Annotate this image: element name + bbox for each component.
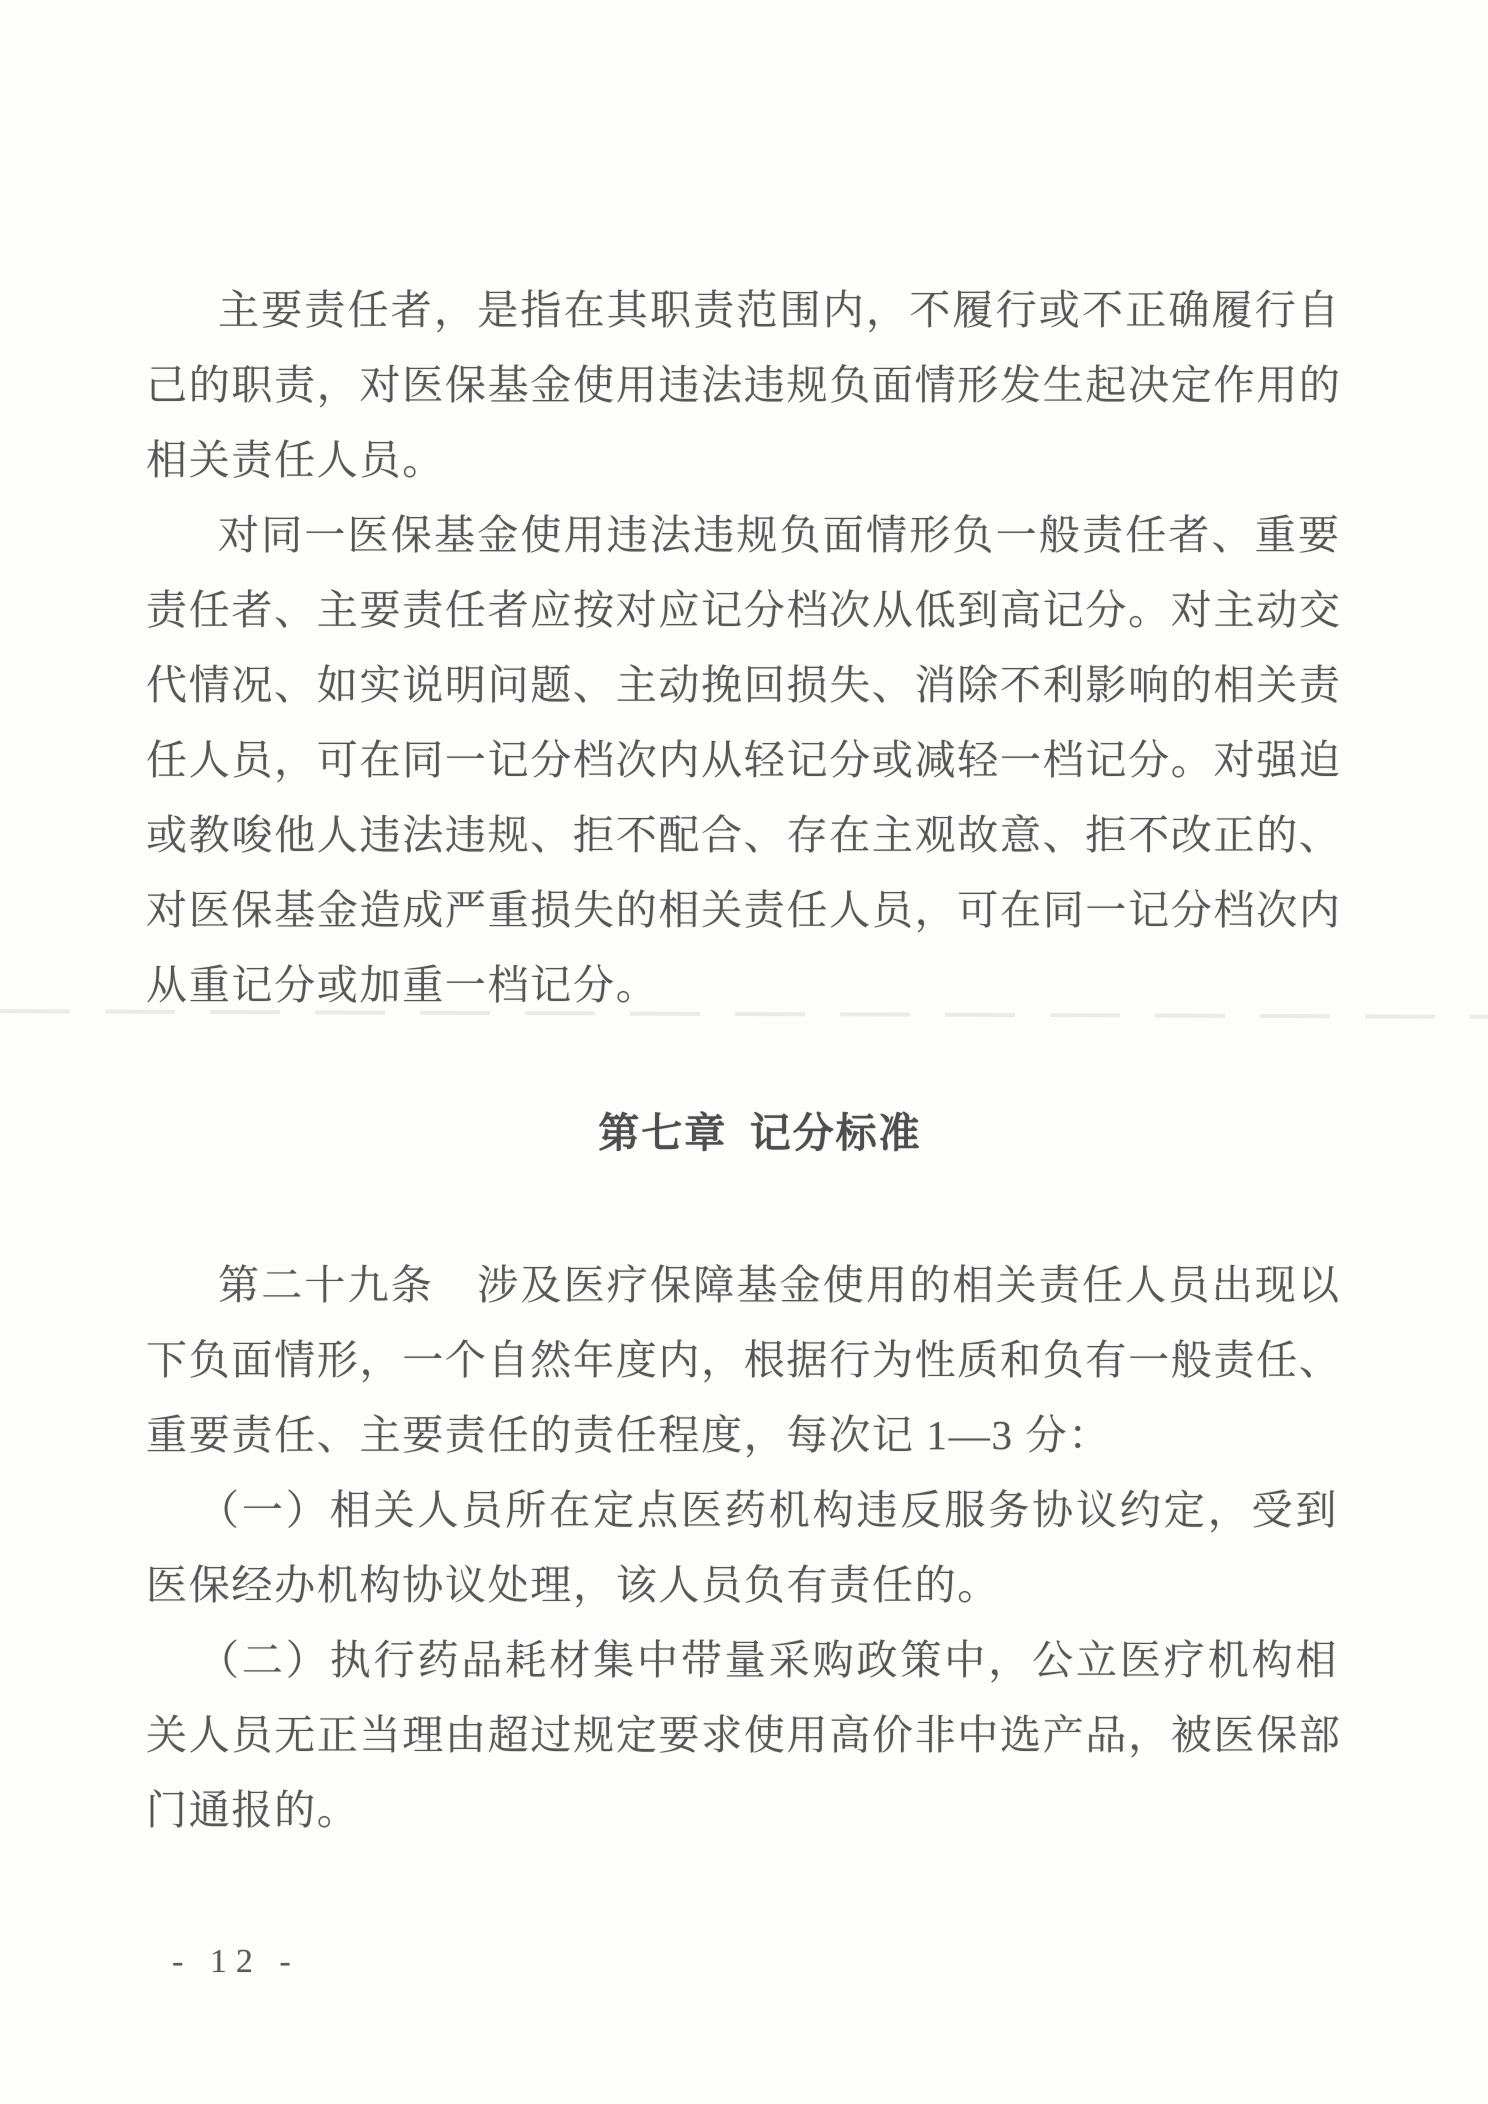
- paragraph-block-definitions: [146, 273, 1346, 1023]
- text-line: 代情况、如实说明问题、主动挽回损失、消除不利影响的相关责: [146, 662, 1342, 708]
- text-line: 对同一医保基金使用违法违规负面情形负一般责任者、重要: [218, 512, 1342, 558]
- page-number: - 12 -: [172, 1943, 300, 1980]
- text-line: 关人员无正当理由超过规定要求使用高价非中选产品，被医保部: [146, 1712, 1342, 1758]
- text-line: 主要责任者，是指在其职责范围内，不履行或不正确履行自: [218, 287, 1342, 333]
- text-line: 责任者、主要责任者应按对应记分档次从低到高记分。对主动交: [146, 587, 1342, 633]
- text-line: 或教唆他人违法违规、拒不配合、存在主观故意、拒不改正的、: [146, 812, 1342, 858]
- text-line: 重要责任、主要责任的责任程度，每次记 1—3 分：: [146, 1412, 1111, 1458]
- text-line: 己的职责，对医保基金使用违法违规负面情形发生起决定作用的: [146, 362, 1342, 408]
- text-line: 从重记分或加重一档记分。: [146, 962, 659, 1008]
- text-line: （二）执行药品耗材集中带量采购政策中，公立医疗机构相: [198, 1637, 1340, 1683]
- text-line: 相关责任人员。: [146, 437, 445, 483]
- text-line: 门通报的。: [146, 1787, 360, 1833]
- text-line: 任人员，可在同一记分档次内从轻记分或减轻一档记分。对强迫: [146, 737, 1342, 783]
- text-line: 第二十九条 涉及医疗保障基金使用的相关责任人员出现以: [218, 1262, 1342, 1308]
- chapter-heading: 第七章 记分标准: [598, 1110, 922, 1156]
- text-line: （一）相关人员所在定点医药机构违反服务协议约定，受到: [198, 1487, 1340, 1533]
- text-line: 下负面情形，一个自然年度内，根据行为性质和负有一般责任、: [146, 1337, 1342, 1383]
- text-line: 医保经办机构协议处理，该人员负有责任的。: [146, 1562, 1000, 1608]
- text-line: 对医保基金造成严重损失的相关责任人员，可在同一记分档次内: [146, 887, 1342, 933]
- paragraph-block-article-29: [146, 1248, 1346, 1848]
